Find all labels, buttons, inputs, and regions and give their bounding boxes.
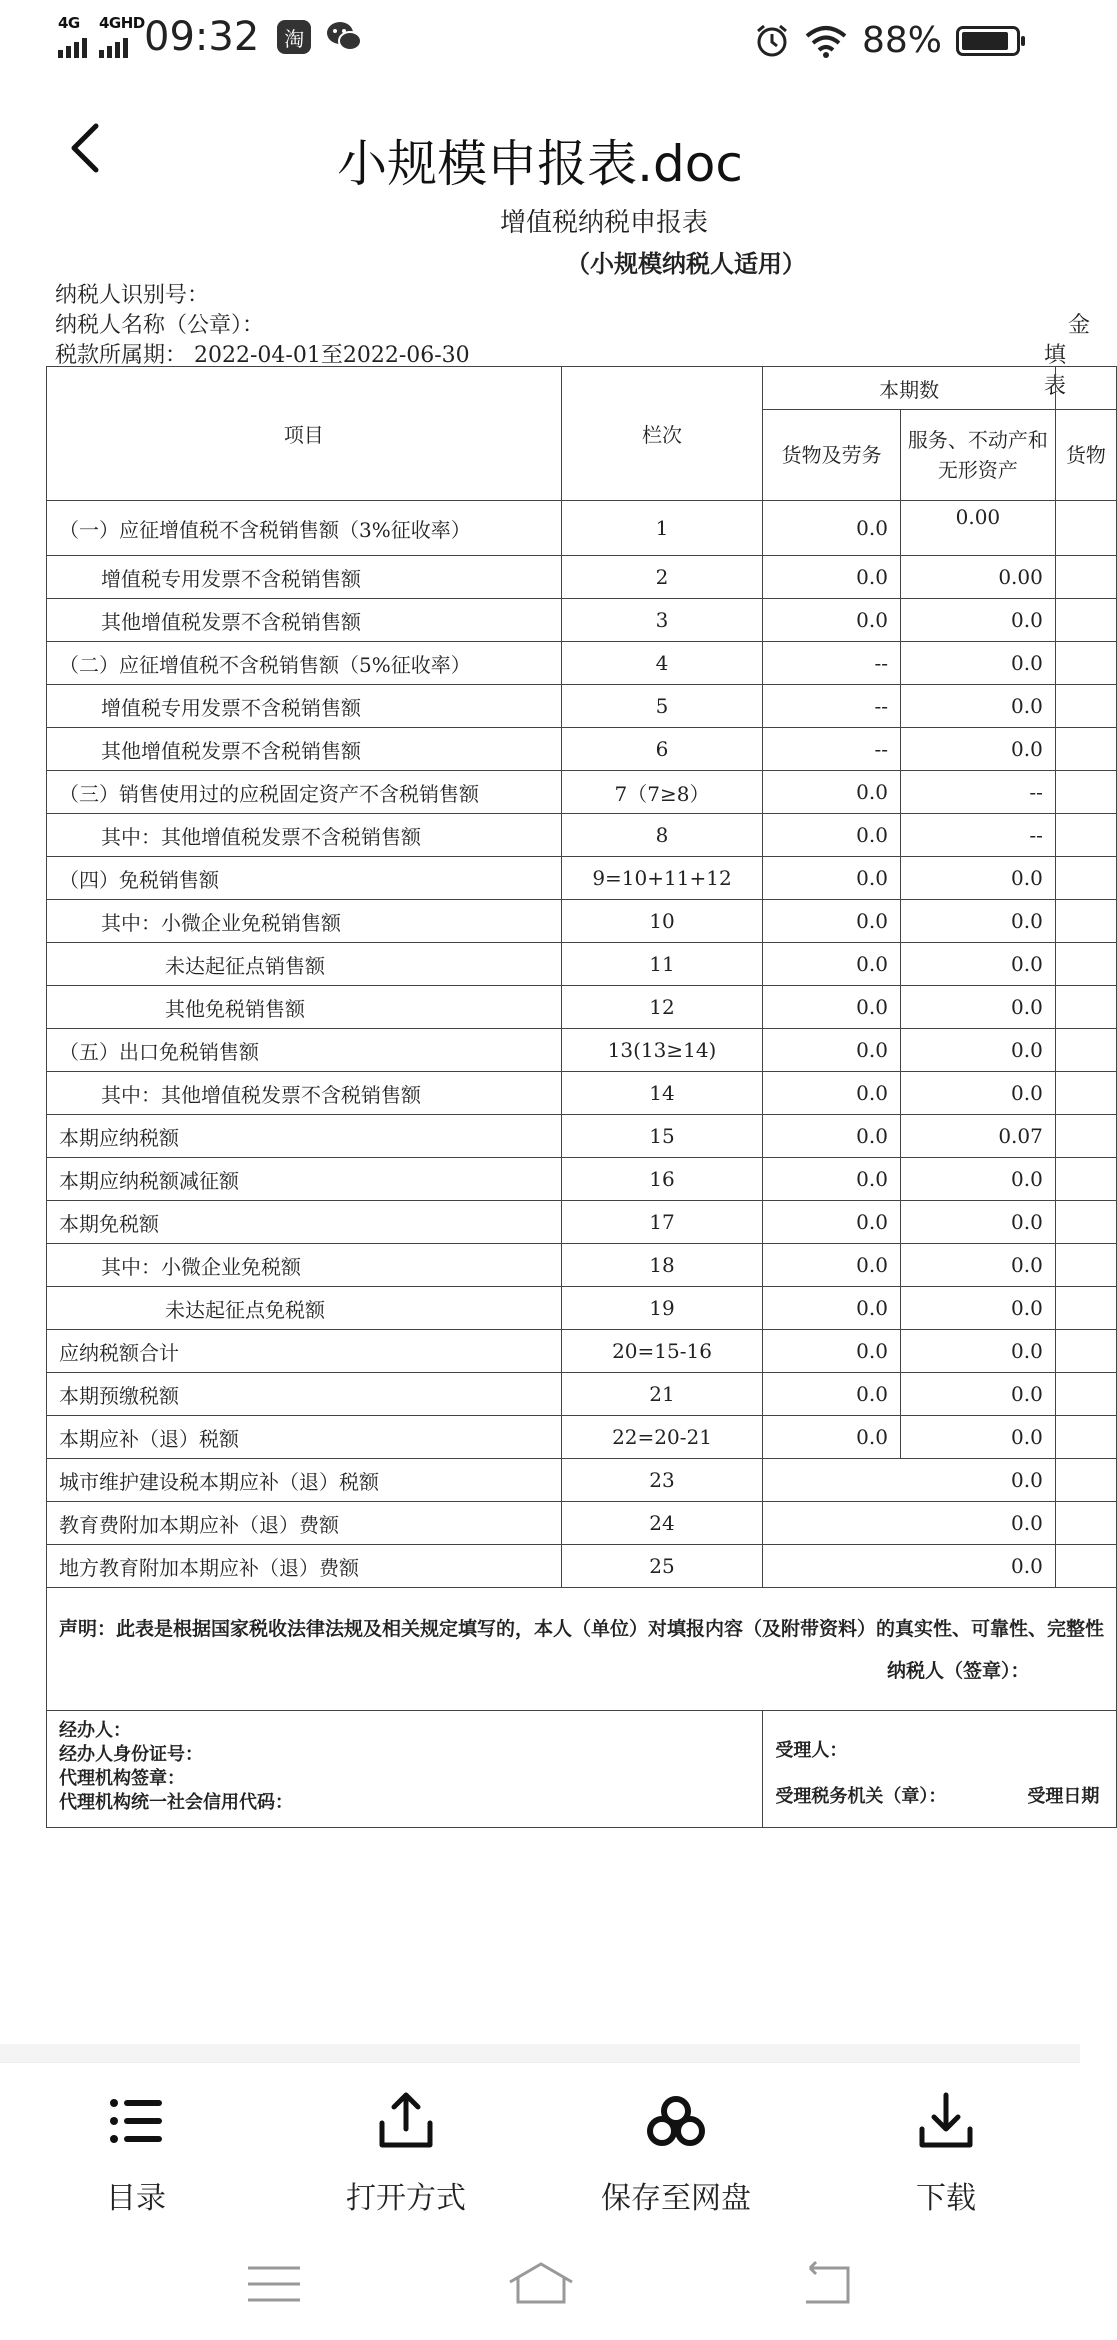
table-row: [47, 1287, 1117, 1330]
save-to-cloud-button[interactable]: 保存至网盘: [566, 2089, 786, 2217]
row-col: 3: [561, 599, 763, 642]
table-row: [47, 599, 1117, 642]
row-item: 增值税专用发票不含税销售额: [47, 556, 562, 599]
row-col: 5: [561, 685, 763, 728]
battery-percent: 88%: [861, 20, 942, 61]
row-col: 13(13≥14): [561, 1029, 763, 1072]
toolbar-divider: [0, 2044, 1080, 2062]
row-services-value: 0.0: [900, 1416, 1055, 1459]
catalog-button[interactable]: 目录: [26, 2089, 246, 2217]
row-services-value: --: [900, 771, 1055, 814]
row-col: 2: [561, 556, 763, 599]
fill-date-label: 填表: [1044, 343, 1067, 399]
row-next-cell: [1055, 1373, 1116, 1416]
row-next-cell: [1055, 1459, 1116, 1502]
table-row: [47, 1330, 1117, 1373]
header-goods-next: 货物: [1055, 410, 1116, 501]
table-row: [47, 1416, 1117, 1459]
share-icon: [374, 2089, 438, 2153]
row-services-value: 0.0: [900, 1287, 1055, 1330]
row-goods-value: 0.0: [763, 771, 901, 814]
taxpayer-signature-label: 纳税人（签章）：: [887, 1660, 1030, 1682]
row-services-value: 0.0: [900, 900, 1055, 943]
header-services: 服务、不动产和无形资产: [900, 410, 1055, 501]
row-item: （一）应征增值税不含税销售额（3%征收率）: [47, 501, 562, 556]
row-col: 4: [561, 642, 763, 685]
row-goods-value: 0.0: [763, 1115, 901, 1158]
header-goods: 货物及劳务: [763, 410, 901, 501]
row-next-cell: [1055, 986, 1116, 1029]
page-title: 小规模申报表.doc: [337, 135, 743, 193]
row-item: 地方教育附加本期应补（退）费额: [47, 1545, 562, 1588]
row-item: 其中：其他增值税发票不含税销售额: [47, 814, 562, 857]
tax-period: 税款所属期： 2022-04-01至2022-06-30: [55, 343, 470, 368]
row-next-cell: [1055, 1072, 1116, 1115]
row-col: 15: [561, 1115, 763, 1158]
table-row: [47, 556, 1117, 599]
row-item: 城市维护建设税本期应补（退）税额: [47, 1459, 562, 1502]
doc-cut-title: 增值税纳税申报表: [500, 208, 709, 238]
row-services-value: 0.0: [900, 728, 1055, 771]
row-next-cell: [1055, 728, 1116, 771]
row-goods-value: --: [763, 685, 901, 728]
row-col: 12: [561, 986, 763, 1029]
table-row: [47, 1072, 1117, 1115]
list-icon: [104, 2089, 168, 2153]
row-services-value: 0.0: [900, 642, 1055, 685]
header-col: 栏次: [561, 367, 763, 501]
row-next-cell: [1055, 1416, 1116, 1459]
table-row: [47, 943, 1117, 986]
row-col: 14: [561, 1072, 763, 1115]
row-next-cell: [1055, 1115, 1116, 1158]
receiver-label: 受理人：: [775, 1740, 848, 1761]
row-col: 11: [561, 943, 763, 986]
row-next-cell: [1055, 1287, 1116, 1330]
row-next-cell: [1055, 900, 1116, 943]
row-item: 本期应纳税额减征额: [47, 1158, 562, 1201]
agent-line: 代理机构统一社会信用代码：: [59, 1792, 293, 1813]
table-row: [47, 1244, 1117, 1287]
row-goods-value: 0.0: [763, 501, 901, 556]
row-goods-value: 0.0: [763, 986, 901, 1029]
row-item: 其他免税销售额: [47, 986, 562, 1029]
row-merged-value: 0.0: [763, 1545, 1055, 1588]
row-col: 17: [561, 1201, 763, 1244]
row-item: （五）出口免税销售额: [47, 1029, 562, 1072]
row-services-value: 0.00: [900, 556, 1055, 599]
row-next-cell: [1055, 1330, 1116, 1373]
table-row: [47, 1115, 1117, 1158]
row-col: 10: [561, 900, 763, 943]
row-goods-value: 0.0: [763, 1029, 901, 1072]
row-goods-value: 0.0: [763, 599, 901, 642]
row-col: 22=20-21: [561, 1416, 763, 1459]
row-col: 18: [561, 1244, 763, 1287]
agent-line: 经办人身份证号：: [59, 1744, 203, 1765]
row-goods-value: 0.0: [763, 1072, 901, 1115]
row-item: 本期应补（退）税额: [47, 1416, 562, 1459]
row-item: 本期预缴税额: [47, 1373, 562, 1416]
row-goods-value: 0.0: [763, 1330, 901, 1373]
row-goods-value: 0.0: [763, 556, 901, 599]
row-goods-value: 0.0: [763, 1287, 901, 1330]
row-item: 增值税专用发票不含税销售额: [47, 685, 562, 728]
row-merged-value: 0.0: [763, 1502, 1055, 1545]
taxpayer-id-label: 纳税人识别号：: [55, 283, 210, 308]
taobao-icon: 淘: [277, 20, 311, 54]
row-item: 应纳税额合计: [47, 1330, 562, 1373]
table-row: [47, 986, 1117, 1029]
row-item: 其中：其他增值税发票不含税销售额: [47, 1072, 562, 1115]
row-next-cell: [1055, 1201, 1116, 1244]
row-services-value: 0.07: [900, 1115, 1055, 1158]
row-item: 其中：小微企业免税额: [47, 1244, 562, 1287]
row-col: 7（7≥8）: [561, 771, 763, 814]
row-services-value: 0.0: [900, 1201, 1055, 1244]
header-next-empty: [1055, 367, 1116, 410]
row-services-value: 0.0: [900, 986, 1055, 1029]
open-with-button[interactable]: 打开方式: [296, 2089, 516, 2217]
row-next-cell: [1055, 1244, 1116, 1287]
row-goods-value: 0.0: [763, 814, 901, 857]
row-next-cell: [1055, 814, 1116, 857]
row-col: 9=10+11+12: [561, 857, 763, 900]
table-row: [47, 857, 1117, 900]
row-item: （三）销售使用过的应税固定资产不含税销售额: [47, 771, 562, 814]
row-next-cell: [1055, 642, 1116, 685]
agent-line: 经办人：: [59, 1720, 131, 1741]
home-icon[interactable]: [506, 2258, 576, 2310]
receiver-cell: [763, 1711, 1117, 1828]
signal-sim2-icon: 4GHD: [99, 16, 128, 58]
status-bar: [0, 0, 1080, 84]
row-next-cell: [1055, 771, 1116, 814]
row-services-value: 0.0: [900, 1244, 1055, 1287]
row-item: 其他增值税发票不含税销售额: [47, 599, 562, 642]
row-item: （二）应征增值税不含税销售额（5%征收率）: [47, 642, 562, 685]
table-row: [47, 501, 1117, 556]
row-next-cell: [1055, 943, 1116, 986]
doc-subtitle: （小规模纳税人适用）: [566, 249, 806, 278]
row-col: 24: [561, 1502, 763, 1545]
row-services-value: 0.0: [900, 1158, 1055, 1201]
back-nav-icon[interactable]: [796, 2258, 856, 2310]
row-col: 21: [561, 1373, 763, 1416]
agent-line: 代理机构签章：: [59, 1768, 185, 1789]
row-services-value: --: [900, 814, 1055, 857]
row-goods-value: 0.0: [763, 1373, 901, 1416]
table-row: [47, 1459, 1117, 1502]
table-row: [47, 814, 1117, 857]
amount-unit-label: 金: [1068, 313, 1091, 338]
row-next-cell: [1055, 1029, 1116, 1072]
row-goods-value: --: [763, 642, 901, 685]
alarm-icon: [754, 23, 790, 59]
title-bar: [0, 84, 1080, 215]
agent-info-cell: [47, 1711, 763, 1828]
row-services-value: 0.0: [900, 1330, 1055, 1373]
row-goods-value: 0.0: [763, 1416, 901, 1459]
row-col: 19: [561, 1287, 763, 1330]
row-services-value: 0.0: [900, 857, 1055, 900]
row-services-value: 0.0: [900, 1373, 1055, 1416]
signal-sim1-icon: 4G: [58, 16, 87, 58]
row-goods-value: 0.0: [763, 1201, 901, 1244]
table-row: [47, 685, 1117, 728]
row-services-value: 0.0: [900, 599, 1055, 642]
table-row: [47, 1158, 1117, 1201]
row-goods-value: --: [763, 728, 901, 771]
row-col: 20=15-16: [561, 1330, 763, 1373]
row-col: 16: [561, 1158, 763, 1201]
row-goods-value: 0.0: [763, 857, 901, 900]
bottom-toolbar: [0, 2062, 1080, 2233]
row-next-cell: [1055, 599, 1116, 642]
clock: 09:32: [144, 14, 260, 60]
row-col: 6: [561, 728, 763, 771]
table-row: [47, 900, 1117, 943]
row-services-value: 0.0: [900, 685, 1055, 728]
table-row: [47, 1201, 1117, 1244]
receive-date-label: 受理日期: [1027, 1786, 1100, 1807]
header-current: 本期数: [763, 367, 1055, 410]
header-item: 项目: [47, 367, 562, 501]
download-icon: [914, 2089, 978, 2153]
system-nav-bar: [0, 2232, 1080, 2340]
declaration-text: 声明：此表是根据国家税收法律法规及相关规定填写的，本人（单位）对填报内容（及附带资料）的真实性、可靠性、完整性: [59, 1618, 1105, 1640]
declaration-cell: [47, 1588, 1117, 1711]
row-services-value: 0.0: [900, 1072, 1055, 1115]
wechat-icon: [325, 20, 363, 54]
row-services-value: 0.0: [900, 943, 1055, 986]
row-next-cell: [1055, 501, 1116, 556]
row-item: 本期应纳税额: [47, 1115, 562, 1158]
taxpayer-name-label: 纳税人名称（公章）：: [55, 313, 265, 338]
row-next-cell: [1055, 1502, 1116, 1545]
row-col: 1: [561, 501, 763, 556]
row-item: 其他增值税发票不含税销售额: [47, 728, 562, 771]
document-viewer[interactable]: [0, 208, 1106, 2044]
menu-icon[interactable]: [244, 2258, 304, 2310]
table-row: [47, 642, 1117, 685]
cloud-icon: [644, 2089, 708, 2153]
row-goods-value: 0.0: [763, 943, 901, 986]
row-item: （四）免税销售额: [47, 857, 562, 900]
row-col: 23: [561, 1459, 763, 1502]
table-row: [47, 771, 1117, 814]
row-merged-value: 0.0: [763, 1459, 1055, 1502]
row-goods-value: 0.0: [763, 900, 901, 943]
row-item: 教育费附加本期应补（退）费额: [47, 1502, 562, 1545]
row-goods-value: 0.0: [763, 1244, 901, 1287]
row-next-cell: [1055, 857, 1116, 900]
row-next-cell: [1055, 556, 1116, 599]
table-row: [47, 1029, 1117, 1072]
row-col: 8: [561, 814, 763, 857]
table-row: [47, 1502, 1117, 1545]
row-item: 其中：小微企业免税销售额: [47, 900, 562, 943]
tax-form-table: [46, 366, 1117, 1828]
wifi-icon: [804, 24, 848, 58]
row-goods-value: 0.0: [763, 1158, 901, 1201]
row-next-cell: [1055, 1545, 1116, 1588]
row-next-cell: [1055, 1158, 1116, 1201]
row-col: 25: [561, 1545, 763, 1588]
row-item: 本期免税额: [47, 1201, 562, 1244]
row-item: 未达起征点免税额: [47, 1287, 562, 1330]
tax-office-label: 受理税务机关（章）：: [775, 1786, 947, 1807]
download-button[interactable]: 下载: [836, 2089, 1056, 2217]
table-row: [47, 1373, 1117, 1416]
row-item: 未达起征点销售额: [47, 943, 562, 986]
battery-icon: [956, 26, 1020, 56]
row-services-value: 0.00: [900, 501, 1055, 556]
row-services-value: 0.0: [900, 1029, 1055, 1072]
row-next-cell: [1055, 685, 1116, 728]
table-row: [47, 728, 1117, 771]
table-row: [47, 1545, 1117, 1588]
